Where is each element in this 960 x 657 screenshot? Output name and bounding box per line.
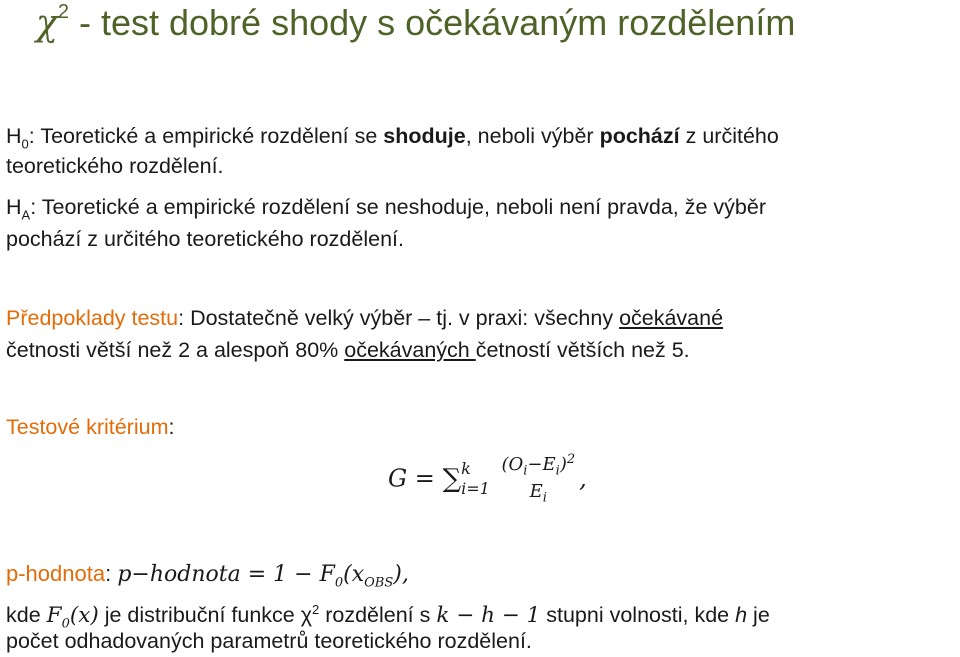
formula-comma: , — [579, 464, 587, 493]
assumptions-underlined-2: očekávaných — [344, 338, 476, 362]
h0-text-3: z určitého — [679, 124, 779, 148]
num-sup: 2 — [566, 452, 576, 467]
p-value-expr-3: ), — [393, 562, 409, 587]
fraction-numerator — [497, 452, 579, 479]
g-statistic-formula — [388, 452, 587, 522]
p-value-expr-1: p−hodnota = 1 − F — [117, 562, 335, 587]
h0-text-2: , neboli výběr — [465, 124, 600, 148]
where-F-sub: 0 — [61, 616, 70, 632]
sum-lower: i=1 — [461, 478, 490, 498]
title-superscript: 2 — [57, 1, 69, 23]
title-text: - test dobré shody s očekávaným rozdělením — [78, 2, 796, 43]
p-value-colon: : — [105, 561, 112, 586]
formula-lhs: G = — [388, 464, 435, 493]
assumptions — [6, 302, 723, 334]
where-h: h — [735, 603, 748, 628]
assumptions-text-2b: četností větších než 5. — [475, 338, 690, 362]
num-part-2: −E — [527, 454, 556, 475]
test-criterion-label — [6, 411, 174, 443]
h0-label: H — [6, 124, 22, 148]
h0-subscript: 0 — [21, 136, 29, 152]
sum-limits — [461, 459, 490, 499]
chi-symbol: χ — [36, 3, 58, 44]
where-F: F — [46, 603, 62, 629]
test-criterion-text: Testové kritérium — [6, 415, 169, 439]
where-line-2: počet odhadovaných parametrů teoretického rozdělení. — [6, 629, 532, 653]
where-sup: 2 — [312, 602, 320, 617]
assumptions-text-1: Dostatečně velký výběr – tj. v praxi: všechny — [184, 306, 620, 330]
where-t2: je distribuční funkce χ — [98, 603, 312, 628]
assumptions-text-2a: četnosti větší než 2 a alespoň 80% — [6, 338, 345, 362]
ha-label: H — [6, 195, 22, 219]
where-t3: rozdělení s — [319, 603, 437, 628]
assumptions-label: Předpoklady testu — [6, 306, 179, 330]
den-sub: i — [542, 490, 547, 506]
fraction — [497, 452, 579, 505]
page-title — [36, 2, 795, 44]
ha-line-2: pochází z určitého teoretického rozdělení. — [6, 227, 404, 251]
h0-bold-pochazi: pochází — [599, 124, 680, 148]
p-value-sub-obs: OBS — [364, 575, 394, 591]
assumptions-line-2 — [6, 334, 690, 366]
h0-line-2: teoretického rozdělení. — [6, 154, 224, 178]
assumptions-colon: : — [178, 306, 185, 330]
den-part: E — [529, 480, 543, 502]
p-value-sub-0: 0 — [334, 575, 344, 591]
assumptions-underlined-1: očekávané — [619, 306, 724, 330]
num-sub-1: i — [523, 463, 528, 479]
where-Fx: (x) — [69, 603, 99, 629]
num-sub-2: i — [555, 463, 560, 479]
fraction-denominator — [497, 479, 579, 506]
p-value-label: p-hodnota — [6, 561, 106, 586]
h0-text-1: : Teoretické a empirické rozdělení se — [28, 124, 384, 148]
h0-bold-shoduje: shoduje — [383, 124, 466, 148]
where-t1: kde — [6, 603, 47, 628]
p-value-expr-2: (x — [343, 562, 365, 587]
ha-text-1: : Teoretické a empirické rozdělení se neshoduje, neboli není pravda, že výběr — [30, 195, 767, 219]
where-t5: je — [747, 603, 770, 628]
where-t4: stupni volnosti, kde — [540, 603, 736, 628]
sum-upper: k — [461, 458, 471, 478]
num-part-1: (O — [501, 454, 524, 475]
ha-subscript: A — [21, 207, 31, 223]
test-criterion-colon: : — [168, 415, 175, 439]
where-k-expr: k − h − 1 — [436, 603, 541, 629]
num-part-3: ) — [559, 454, 567, 475]
sum-symbol: ∑ — [442, 463, 462, 494]
